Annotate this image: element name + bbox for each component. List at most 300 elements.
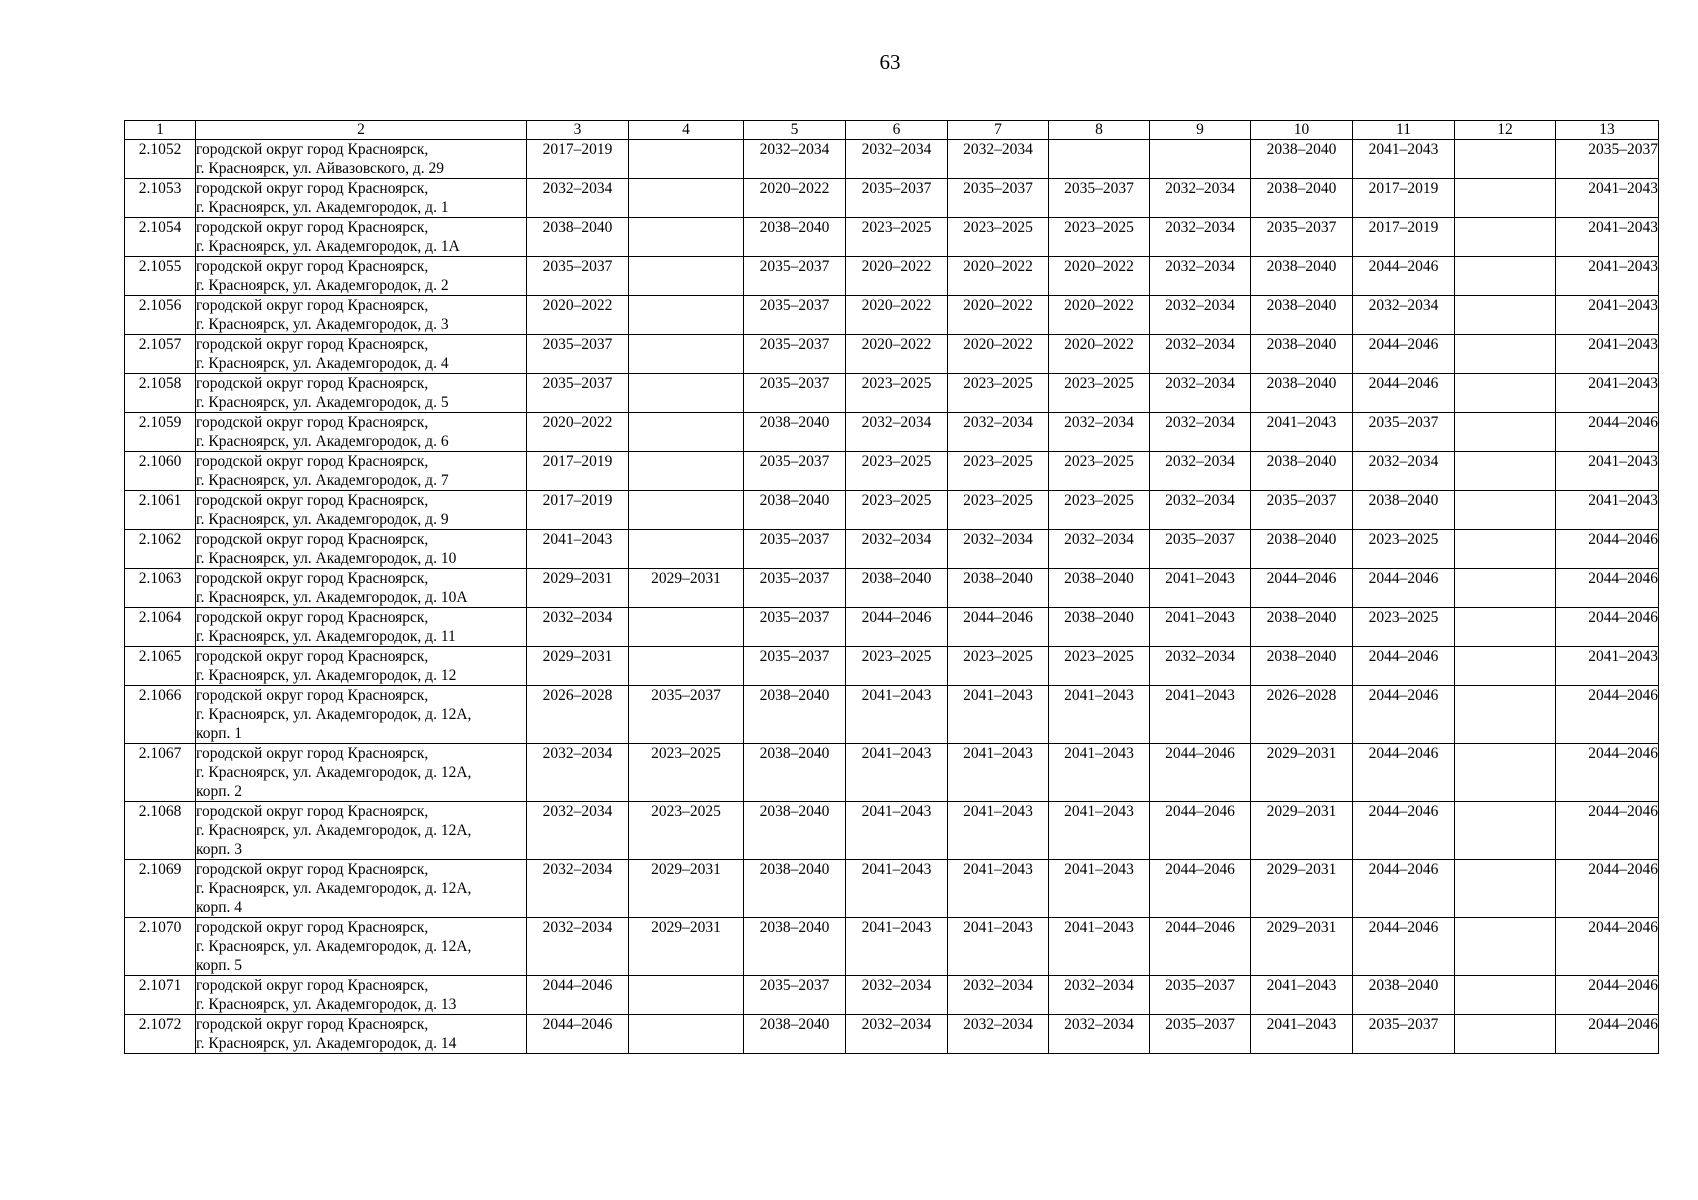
period-cell-col12 [1455,686,1556,744]
period-cell-col12 [1455,140,1556,179]
address-line: г. Красноярск, ул. Академгородок, д. 5 [196,394,449,411]
address-line: г. Красноярск, ул. Академгородок, д. 2 [196,277,449,294]
period-cell-col11: 2044–2046 [1353,257,1455,296]
period-cell-col6: 2020–2022 [846,335,948,374]
address-line: г. Красноярск, ул. Академгородок, д. 12А, [196,764,472,781]
period-cell-col6: 2032–2034 [846,976,948,1015]
address-line: городской округ город Красноярск, [196,609,429,626]
period-cell-col13: 2044–2046 [1556,608,1659,647]
address-line: городской округ город Красноярск, [196,336,429,353]
period-cell-col3: 2032–2034 [527,179,629,218]
address-line: городской округ город Красноярск, [196,180,429,197]
address-line: г. Красноярск, ул. Айвазовского, д. 29 [196,160,445,177]
address-line: г. Красноярск, ул. Академгородок, д. 13 [196,996,457,1013]
period-cell-col7: 2020–2022 [948,296,1049,335]
table-row [125,1015,1659,1054]
period-cell-col12 [1455,608,1556,647]
address-line: г. Красноярск, ул. Академгородок, д. 12А, [196,706,472,723]
table-row [125,530,1659,569]
period-cell-col6: 2044–2046 [846,608,948,647]
address-cell [196,335,527,374]
table-body [125,140,1659,1054]
period-cell-col11: 2044–2046 [1353,686,1455,744]
address-cell [196,530,527,569]
column-header: 9 [1150,121,1251,140]
period-cell-col7: 2032–2034 [948,530,1049,569]
period-cell-col6: 2023–2025 [846,647,948,686]
period-cell-col7: 2023–2025 [948,374,1049,413]
period-cell-col11: 2032–2034 [1353,296,1455,335]
period-cell-col7: 2032–2034 [948,976,1049,1015]
period-cell-col9: 2041–2043 [1150,686,1251,744]
period-cell-col7: 2041–2043 [948,918,1049,976]
period-cell-col5: 2038–2040 [744,918,846,976]
address-cell [196,918,527,976]
period-cell-col5: 2038–2040 [744,491,846,530]
period-cell-col9: 2032–2034 [1150,257,1251,296]
period-cell-col11: 2044–2046 [1353,918,1455,976]
period-cell-col3: 2029–2031 [527,569,629,608]
row-number-cell: 2.1065 [125,647,196,686]
table-row [125,569,1659,608]
period-cell-col10: 2029–2031 [1251,860,1353,918]
period-cell-col12 [1455,976,1556,1015]
address-line: городской округ город Красноярск, [196,219,429,236]
period-cell-col6: 2041–2043 [846,686,948,744]
period-cell-col12 [1455,860,1556,918]
column-header: 10 [1251,121,1353,140]
address-line: г. Красноярск, ул. Академгородок, д. 14 [196,1035,457,1052]
period-cell-col9: 2044–2046 [1150,802,1251,860]
period-cell-col11: 2038–2040 [1353,491,1455,530]
period-cell-col3: 2017–2019 [527,491,629,530]
period-cell-col10: 2041–2043 [1251,1015,1353,1054]
period-cell-col11: 2044–2046 [1353,802,1455,860]
address-cell [196,1015,527,1054]
row-number-cell: 2.1055 [125,257,196,296]
period-cell-col8: 2032–2034 [1049,1015,1150,1054]
period-cell-col12 [1455,647,1556,686]
table-row [125,686,1659,744]
address-cell [196,647,527,686]
period-cell-col12 [1455,744,1556,802]
table-row [125,335,1659,374]
table-row [125,296,1659,335]
row-number-cell: 2.1053 [125,179,196,218]
period-cell-col8: 2038–2040 [1049,569,1150,608]
row-number-cell: 2.1069 [125,860,196,918]
period-cell-col12 [1455,296,1556,335]
table-row [125,647,1659,686]
address-cell [196,218,527,257]
period-cell-col4 [629,452,744,491]
address-line: городской округ город Красноярск, [196,297,429,314]
period-cell-col4: 2035–2037 [629,686,744,744]
period-cell-col9 [1150,140,1251,179]
period-cell-col6: 2032–2034 [846,413,948,452]
period-cell-col13: 2041–2043 [1556,491,1659,530]
period-cell-col3: 2035–2037 [527,335,629,374]
address-cell [196,744,527,802]
period-cell-col13: 2044–2046 [1556,744,1659,802]
period-cell-col6: 2041–2043 [846,744,948,802]
address-cell [196,374,527,413]
address-line: г. Красноярск, ул. Академгородок, д. 10 [196,550,457,567]
period-cell-col10: 2029–2031 [1251,802,1353,860]
address-line: городской округ город Красноярск, [196,414,429,431]
row-number-cell: 2.1066 [125,686,196,744]
period-cell-col5: 2038–2040 [744,860,846,918]
address-line: городской округ город Красноярск, [196,258,429,275]
address-line: г. Красноярск, ул. Академгородок, д. 9 [196,511,449,528]
period-cell-col11: 2035–2037 [1353,1015,1455,1054]
period-cell-col13: 2041–2043 [1556,179,1659,218]
table-row [125,452,1659,491]
address-line: г. Красноярск, ул. Академгородок, д. 12А, [196,938,472,955]
period-cell-col9: 2032–2034 [1150,218,1251,257]
period-cell-col10: 2038–2040 [1251,530,1353,569]
address-line: г. Красноярск, ул. Академгородок, д. 11 [196,628,456,645]
column-header: 6 [846,121,948,140]
period-cell-col10: 2038–2040 [1251,257,1353,296]
period-cell-col6: 2020–2022 [846,257,948,296]
row-number-cell: 2.1070 [125,918,196,976]
period-cell-col3: 2020–2022 [527,296,629,335]
period-cell-col4 [629,140,744,179]
address-line: городской округ город Красноярск, [196,570,429,587]
period-cell-col5: 2038–2040 [744,744,846,802]
period-cell-col10: 2038–2040 [1251,179,1353,218]
column-header: 2 [196,121,527,140]
period-cell-col13: 2044–2046 [1556,860,1659,918]
repair-schedule-table [124,120,1659,1054]
period-cell-col4 [629,647,744,686]
period-cell-col8: 2041–2043 [1049,860,1150,918]
period-cell-col10: 2038–2040 [1251,647,1353,686]
period-cell-col10: 2044–2046 [1251,569,1353,608]
period-cell-col4 [629,1015,744,1054]
column-header: 13 [1556,121,1659,140]
period-cell-col7: 2020–2022 [948,335,1049,374]
period-cell-col9: 2044–2046 [1150,918,1251,976]
period-cell-col4: 2029–2031 [629,918,744,976]
period-cell-col10: 2035–2037 [1251,218,1353,257]
period-cell-col5: 2032–2034 [744,140,846,179]
table-row [125,218,1659,257]
table-row [125,491,1659,530]
period-cell-col13: 2044–2046 [1556,976,1659,1015]
period-cell-col9: 2032–2034 [1150,296,1251,335]
address-line: г. Красноярск, ул. Академгородок, д. 1 [196,199,449,216]
period-cell-col4 [629,335,744,374]
period-cell-col3: 2017–2019 [527,140,629,179]
address-line: городской округ город Красноярск, [196,453,429,470]
period-cell-col7: 2023–2025 [948,491,1049,530]
period-cell-col5: 2038–2040 [744,686,846,744]
period-cell-col3: 2035–2037 [527,374,629,413]
period-cell-col11: 2044–2046 [1353,569,1455,608]
period-cell-col8: 2023–2025 [1049,218,1150,257]
period-cell-col11: 2023–2025 [1353,608,1455,647]
period-cell-col4 [629,374,744,413]
address-line: городской округ город Красноярск, [196,1016,429,1033]
period-cell-col13: 2041–2043 [1556,452,1659,491]
period-cell-col7: 2041–2043 [948,802,1049,860]
row-number-cell: 2.1059 [125,413,196,452]
address-cell [196,296,527,335]
period-cell-col9: 2032–2034 [1150,179,1251,218]
address-line: городской округ город Красноярск, [196,531,429,548]
period-cell-col5: 2038–2040 [744,802,846,860]
period-cell-col11: 2044–2046 [1353,744,1455,802]
period-cell-col5: 2038–2040 [744,413,846,452]
address-line: г. Красноярск, ул. Академгородок, д. 10А [196,589,468,606]
period-cell-col6: 2032–2034 [846,140,948,179]
period-cell-col7: 2032–2034 [948,1015,1049,1054]
period-cell-col5: 2038–2040 [744,1015,846,1054]
period-cell-col3: 2041–2043 [527,530,629,569]
address-line: городской округ город Красноярск, [196,648,429,665]
table-row [125,918,1659,976]
period-cell-col11: 2017–2019 [1353,179,1455,218]
period-cell-col11: 2017–2019 [1353,218,1455,257]
period-cell-col13: 2044–2046 [1556,918,1659,976]
period-cell-col13: 2044–2046 [1556,413,1659,452]
period-cell-col10: 2038–2040 [1251,140,1353,179]
period-cell-col4 [629,413,744,452]
row-number-cell: 2.1071 [125,976,196,1015]
address-line: городской округ город Красноярск, [196,919,429,936]
table-row [125,179,1659,218]
address-line: городской округ город Красноярск, [196,375,429,392]
period-cell-col5: 2035–2037 [744,976,846,1015]
period-cell-col7: 2020–2022 [948,257,1049,296]
period-cell-col13: 2044–2046 [1556,530,1659,569]
period-cell-col8: 2020–2022 [1049,257,1150,296]
address-line: городской округ город Красноярск, [196,977,429,994]
period-cell-col8: 2041–2043 [1049,744,1150,802]
period-cell-col4 [629,296,744,335]
period-cell-col4: 2029–2031 [629,569,744,608]
address-cell [196,413,527,452]
page-number: 63 [879,50,901,74]
period-cell-col6: 2023–2025 [846,374,948,413]
period-cell-col6: 2041–2043 [846,918,948,976]
period-cell-col8: 2023–2025 [1049,491,1150,530]
address-cell [196,257,527,296]
period-cell-col6: 2032–2034 [846,530,948,569]
period-cell-col10: 2038–2040 [1251,608,1353,647]
period-cell-col3: 2035–2037 [527,257,629,296]
period-cell-col8 [1049,140,1150,179]
address-line: г. Красноярск, ул. Академгородок, д. 4 [196,355,449,372]
address-line: корп. 5 [196,957,243,974]
period-cell-col7: 2023–2025 [948,647,1049,686]
period-cell-col5: 2035–2037 [744,257,846,296]
period-cell-col8: 2035–2037 [1049,179,1150,218]
period-cell-col4 [629,530,744,569]
row-number-cell: 2.1064 [125,608,196,647]
period-cell-col11: 2044–2046 [1353,860,1455,918]
period-cell-col3: 2032–2034 [527,802,629,860]
period-cell-col12 [1455,374,1556,413]
period-cell-col11: 2023–2025 [1353,530,1455,569]
address-line: городской округ город Красноярск, [196,492,429,509]
period-cell-col3: 2032–2034 [527,860,629,918]
period-cell-col7: 2035–2037 [948,179,1049,218]
period-cell-col9: 2044–2046 [1150,860,1251,918]
period-cell-col9: 2035–2037 [1150,1015,1251,1054]
address-line: городской округ город Красноярск, [196,687,429,704]
period-cell-col6: 2041–2043 [846,802,948,860]
period-cell-col6: 2023–2025 [846,491,948,530]
address-line: городской округ город Красноярск, [196,745,429,762]
table-row [125,744,1659,802]
period-cell-col10: 2038–2040 [1251,335,1353,374]
period-cell-col7: 2041–2043 [948,744,1049,802]
period-cell-col12 [1455,452,1556,491]
address-line: городской округ город Красноярск, [196,861,429,878]
period-cell-col6: 2023–2025 [846,452,948,491]
address-cell [196,569,527,608]
column-number-row [125,121,1659,140]
address-cell [196,976,527,1015]
period-cell-col8: 2032–2034 [1049,530,1150,569]
period-cell-col7: 2044–2046 [948,608,1049,647]
period-cell-col13: 2041–2043 [1556,257,1659,296]
period-cell-col12 [1455,335,1556,374]
period-cell-col8: 2032–2034 [1049,413,1150,452]
period-cell-col10: 2038–2040 [1251,296,1353,335]
address-line: г. Красноярск, ул. Академгородок, д. 3 [196,316,449,333]
period-cell-col4 [629,218,744,257]
address-line: г. Красноярск, ул. Академгородок, д. 6 [196,433,449,450]
address-line: г. Красноярск, ул. Академгородок, д. 12А, [196,822,472,839]
period-cell-col4: 2023–2025 [629,802,744,860]
column-header: 3 [527,121,629,140]
period-cell-col12 [1455,413,1556,452]
period-cell-col12 [1455,918,1556,976]
period-cell-col12 [1455,802,1556,860]
period-cell-col13: 2044–2046 [1556,1015,1659,1054]
period-cell-col10: 2035–2037 [1251,491,1353,530]
period-cell-col3: 2044–2046 [527,1015,629,1054]
period-cell-col8: 2041–2043 [1049,686,1150,744]
period-cell-col10: 2041–2043 [1251,413,1353,452]
period-cell-col4 [629,608,744,647]
period-cell-col7: 2041–2043 [948,686,1049,744]
address-cell [196,491,527,530]
period-cell-col8: 2032–2034 [1049,976,1150,1015]
period-cell-col5: 2020–2022 [744,179,846,218]
period-cell-col6: 2038–2040 [846,569,948,608]
period-cell-col5: 2035–2037 [744,452,846,491]
period-cell-col12 [1455,257,1556,296]
table-row [125,608,1659,647]
period-cell-col9: 2041–2043 [1150,608,1251,647]
address-line: г. Красноярск, ул. Академгородок, д. 12 [196,667,457,684]
period-cell-col7: 2023–2025 [948,218,1049,257]
period-cell-col9: 2041–2043 [1150,569,1251,608]
period-cell-col9: 2044–2046 [1150,744,1251,802]
address-cell [196,608,527,647]
period-cell-col6: 2035–2037 [846,179,948,218]
period-cell-col3: 2032–2034 [527,608,629,647]
table-header [125,121,1659,140]
period-cell-col4 [629,491,744,530]
period-cell-col13: 2041–2043 [1556,218,1659,257]
address-line: городской округ город Красноярск, [196,803,429,820]
period-cell-col8: 2038–2040 [1049,608,1150,647]
period-cell-col13: 2044–2046 [1556,686,1659,744]
row-number-cell: 2.1062 [125,530,196,569]
address-cell [196,860,527,918]
period-cell-col3: 2029–2031 [527,647,629,686]
period-cell-col9: 2032–2034 [1150,491,1251,530]
period-cell-col3: 2026–2028 [527,686,629,744]
table-row [125,257,1659,296]
address-cell [196,140,527,179]
address-line: г. Красноярск, ул. Академгородок, д. 1А [196,238,460,255]
period-cell-col7: 2041–2043 [948,860,1049,918]
row-number-cell: 2.1054 [125,218,196,257]
period-cell-col9: 2035–2037 [1150,530,1251,569]
column-header: 1 [125,121,196,140]
address-line: корп. 2 [196,783,243,800]
row-number-cell: 2.1063 [125,569,196,608]
period-cell-col12 [1455,218,1556,257]
period-cell-col12 [1455,179,1556,218]
period-cell-col7: 2032–2034 [948,140,1049,179]
row-number-cell: 2.1052 [125,140,196,179]
address-line: г. Красноярск, ул. Академгородок, д. 12А, [196,880,472,897]
period-cell-col9: 2032–2034 [1150,452,1251,491]
period-cell-col6: 2041–2043 [846,860,948,918]
address-line: корп. 4 [196,899,243,916]
period-cell-col4: 2023–2025 [629,744,744,802]
period-cell-col13: 2041–2043 [1556,374,1659,413]
period-cell-col5: 2035–2037 [744,374,846,413]
period-cell-col5: 2035–2037 [744,647,846,686]
period-cell-col3: 2032–2034 [527,918,629,976]
period-cell-col10: 2038–2040 [1251,452,1353,491]
table-row [125,374,1659,413]
row-number-cell: 2.1058 [125,374,196,413]
address-cell [196,686,527,744]
period-cell-col10: 2026–2028 [1251,686,1353,744]
column-header: 11 [1353,121,1455,140]
row-number-cell: 2.1061 [125,491,196,530]
period-cell-col5: 2035–2037 [744,569,846,608]
period-cell-col11: 2044–2046 [1353,647,1455,686]
period-cell-col6: 2032–2034 [846,1015,948,1054]
row-number-cell: 2.1056 [125,296,196,335]
period-cell-col4: 2029–2031 [629,860,744,918]
period-cell-col11: 2035–2037 [1353,413,1455,452]
period-cell-col9: 2032–2034 [1150,647,1251,686]
period-cell-col13: 2044–2046 [1556,802,1659,860]
column-header: 5 [744,121,846,140]
period-cell-col12 [1455,491,1556,530]
address-cell [196,452,527,491]
address-line: г. Красноярск, ул. Академгородок, д. 7 [196,472,449,489]
period-cell-col8: 2023–2025 [1049,647,1150,686]
period-cell-col5: 2038–2040 [744,218,846,257]
column-header: 12 [1455,121,1556,140]
period-cell-col13: 2044–2046 [1556,569,1659,608]
table-row [125,413,1659,452]
address-line: корп. 1 [196,725,243,742]
